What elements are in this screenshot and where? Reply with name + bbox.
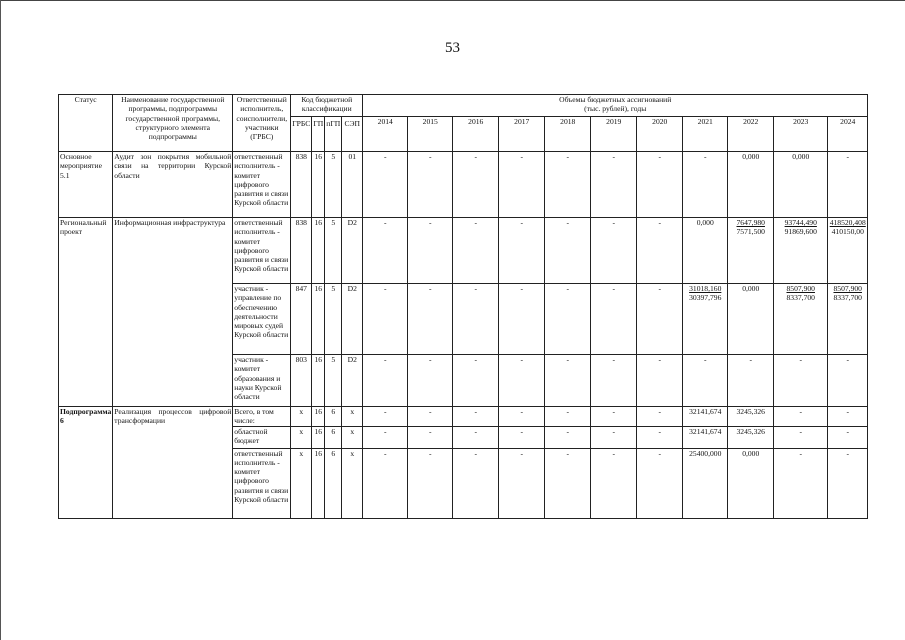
- code-cell: 16: [312, 218, 325, 284]
- code-cell: 6: [325, 448, 342, 518]
- year-cell: -: [637, 284, 683, 355]
- year-cell: -: [453, 152, 499, 218]
- year-cell: -: [499, 218, 545, 284]
- header-year: 2022: [728, 117, 774, 152]
- year-cell: -: [591, 152, 637, 218]
- year-cell: -: [828, 426, 868, 448]
- year-cell: [828, 218, 868, 284]
- year-cell: -: [453, 426, 499, 448]
- header-code-grbs: ГРБС: [291, 117, 312, 152]
- year-cell: -: [408, 152, 453, 218]
- page-number: 53: [445, 40, 460, 56]
- row-status: Региональный проект: [59, 218, 113, 407]
- year-cell: 0,000: [728, 448, 774, 518]
- table-row: [59, 152, 868, 218]
- year-cell: -: [728, 355, 774, 407]
- year-cell: -: [363, 284, 408, 355]
- code-cell: 16: [312, 448, 325, 518]
- year-cell: -: [591, 407, 637, 427]
- header-status: Статус: [59, 95, 113, 152]
- code-cell: 16: [312, 284, 325, 355]
- year-cell: [683, 284, 728, 355]
- year-cell: -: [828, 407, 868, 427]
- year-cell: -: [828, 355, 868, 407]
- year-cell: -: [637, 355, 683, 407]
- year-subvalue: 8337,700: [833, 293, 862, 303]
- code-cell: 803: [291, 355, 312, 407]
- year-cell: -: [774, 355, 828, 407]
- year-cell: -: [453, 218, 499, 284]
- header-year: 2015: [408, 117, 453, 152]
- year-cell: -: [591, 218, 637, 284]
- year-cell: -: [683, 152, 728, 218]
- year-cell: -: [774, 407, 828, 427]
- year-cell: -: [774, 426, 828, 448]
- year-cell: -: [683, 355, 728, 407]
- year-cell: 32141,674: [683, 426, 728, 448]
- year-cell: -: [545, 152, 591, 218]
- year-subvalue: 410150,00: [831, 227, 864, 237]
- header-year: 2019: [591, 117, 637, 152]
- year-cell: -: [545, 218, 591, 284]
- header-year: 2024: [828, 117, 868, 152]
- code-cell: 6: [325, 407, 342, 427]
- year-value: 8507,900: [833, 284, 862, 293]
- header-year: 2016: [453, 117, 499, 152]
- year-subvalue: 91869,600: [784, 227, 817, 237]
- code-cell: 838: [291, 152, 312, 218]
- row-executor: участник - комитет образования и науки Курской области: [233, 355, 291, 407]
- year-subvalue: 7571,500: [736, 227, 765, 237]
- year-cell: -: [499, 426, 545, 448]
- year-cell: -: [499, 284, 545, 355]
- code-cell: 6: [325, 426, 342, 448]
- header-name: Наименование государственной программы, подпрограммы государственной программы, структурного элемента подпрограммы: [113, 95, 233, 152]
- code-cell: x: [291, 407, 312, 427]
- year-cell: -: [408, 426, 453, 448]
- year-cell: -: [408, 218, 453, 284]
- year-cell: -: [591, 426, 637, 448]
- code-cell: x: [291, 448, 312, 518]
- row-executor: ответственный исполнитель - комитет цифрового развития и связи Курской области: [233, 218, 291, 284]
- table-row: [59, 407, 868, 427]
- year-cell: -: [408, 284, 453, 355]
- header-year: 2023: [774, 117, 828, 152]
- year-value: 93744,490: [784, 218, 817, 227]
- year-cell: -: [637, 152, 683, 218]
- year-cell: -: [828, 448, 868, 518]
- row-executor: ответственный исполнитель - комитет цифрового развития и связи Курской области: [233, 448, 291, 518]
- year-cell: -: [545, 426, 591, 448]
- year-cell: -: [591, 355, 637, 407]
- code-cell: 5: [325, 355, 342, 407]
- year-cell: -: [774, 448, 828, 518]
- code-cell: 16: [312, 407, 325, 427]
- year-cell: [828, 284, 868, 355]
- code-cell: 5: [325, 284, 342, 355]
- year-cell: -: [591, 448, 637, 518]
- code-cell: 5: [325, 152, 342, 218]
- year-cell: -: [637, 448, 683, 518]
- header-code-pgp: пГП: [325, 117, 342, 152]
- year-cell: -: [363, 407, 408, 427]
- header-row-1: [59, 95, 868, 117]
- year-cell: -: [637, 407, 683, 427]
- header-volumes: [363, 95, 868, 117]
- header-year: 2014: [363, 117, 408, 152]
- code-cell: x: [342, 426, 363, 448]
- year-cell: 0,000: [774, 152, 828, 218]
- year-cell: -: [499, 448, 545, 518]
- header-executor: Ответственный исполнитель, соисполнители, участники (ГРБС): [233, 95, 291, 152]
- year-cell: -: [453, 407, 499, 427]
- year-cell: -: [499, 152, 545, 218]
- code-cell: 01: [342, 152, 363, 218]
- year-cell: -: [637, 426, 683, 448]
- table-row: [59, 218, 868, 284]
- row-status: Подпрограмма 6: [59, 407, 113, 519]
- code-cell: D2: [342, 355, 363, 407]
- row-executor: участник - управление по обеспечению деятельности мировых судей Курской области: [233, 284, 291, 355]
- row-name: Реализация процессов цифровой трансформации: [113, 407, 233, 519]
- code-cell: 5: [325, 218, 342, 284]
- code-cell: D2: [342, 284, 363, 355]
- row-executor: областной бюджет: [233, 426, 291, 448]
- year-cell: -: [408, 355, 453, 407]
- year-cell: -: [545, 284, 591, 355]
- year-cell: [774, 218, 828, 284]
- year-value: 8507,900: [786, 284, 815, 293]
- code-cell: x: [291, 426, 312, 448]
- year-cell: -: [499, 355, 545, 407]
- year-cell: -: [453, 355, 499, 407]
- year-cell: -: [363, 355, 408, 407]
- year-cell: 3245,326: [728, 407, 774, 427]
- code-cell: x: [342, 407, 363, 427]
- year-cell: [728, 218, 774, 284]
- year-subvalue: 30397,796: [689, 293, 722, 303]
- year-cell: [774, 284, 828, 355]
- code-cell: 16: [312, 426, 325, 448]
- code-cell: 16: [312, 355, 325, 407]
- year-cell: 0,000: [728, 284, 774, 355]
- year-cell: 25400,000: [683, 448, 728, 518]
- header-year: 2018: [545, 117, 591, 152]
- header-code-sep: СЭП: [342, 117, 363, 152]
- year-cell: -: [363, 152, 408, 218]
- year-cell: -: [828, 152, 868, 218]
- year-cell: -: [637, 218, 683, 284]
- year-cell: 32141,674: [683, 407, 728, 427]
- year-cell: 0,000: [728, 152, 774, 218]
- header-volumes-line2: (тыс. рублей), годы: [584, 104, 647, 114]
- page-top-edge: [0, 0, 905, 1]
- row-executor: ответственный исполнитель - комитет цифрового развития и связи Курской области: [233, 152, 291, 218]
- year-cell: -: [453, 284, 499, 355]
- code-cell: x: [342, 448, 363, 518]
- year-cell: -: [591, 284, 637, 355]
- code-cell: D2: [342, 218, 363, 284]
- year-cell: -: [545, 355, 591, 407]
- year-cell: 3245,326: [728, 426, 774, 448]
- year-cell: -: [545, 448, 591, 518]
- row-status: Основное мероприятие 5.1: [59, 152, 113, 218]
- year-cell: 0,000: [683, 218, 728, 284]
- header-year: 2020: [637, 117, 683, 152]
- budget-table: [58, 94, 868, 519]
- year-cell: -: [545, 407, 591, 427]
- row-name: Информационная инфраструктура: [113, 218, 233, 407]
- year-cell: -: [408, 407, 453, 427]
- year-cell: -: [453, 448, 499, 518]
- year-cell: -: [363, 218, 408, 284]
- year-value: 418520,408: [829, 218, 866, 227]
- year-value: 31018,160: [689, 284, 722, 293]
- page-left-edge: [0, 0, 1, 640]
- code-cell: 838: [291, 218, 312, 284]
- year-cell: -: [408, 448, 453, 518]
- code-cell: 847: [291, 284, 312, 355]
- year-cell: -: [499, 407, 545, 427]
- code-cell: 16: [312, 152, 325, 218]
- row-name: Аудит зон покрытия мобильной связи на территории Курской области: [113, 152, 233, 218]
- header-budget-code: Код бюджетной классификации: [291, 95, 363, 117]
- year-cell: -: [363, 448, 408, 518]
- row-executor: Всего, в том числе:: [233, 407, 291, 427]
- header-year: 2021: [683, 117, 728, 152]
- year-value: 7647,980: [736, 218, 765, 227]
- year-subvalue: 8337,700: [786, 293, 815, 303]
- header-volumes-line1: Объемы бюджетных ассигнований: [559, 95, 672, 104]
- header-year: 2017: [499, 117, 545, 152]
- header-code-gp: ГП: [312, 117, 325, 152]
- year-cell: -: [363, 426, 408, 448]
